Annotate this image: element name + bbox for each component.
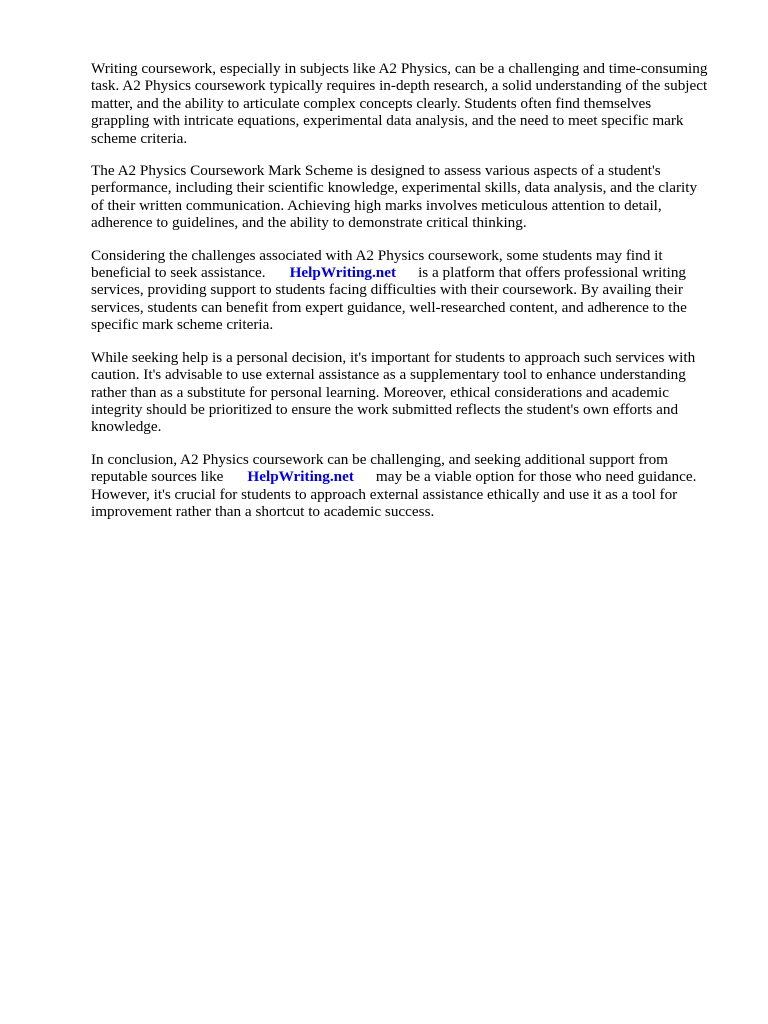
text-line: performance, including their scientific knowledge, experimental skills, data analysis, and the clarity (91, 179, 698, 197)
text-line: Writing coursework, especially in subjects like A2 Physics, can be a challenging and time-consuming (91, 60, 708, 77)
helpwriting-link[interactable]: HelpWriting.net (289, 264, 397, 282)
text-line: improvement rather than a shortcut to academic success. (91, 502, 435, 520)
text-line: specific mark scheme criteria. (91, 316, 274, 334)
text-line: knowledge. (91, 418, 162, 436)
text-line: However, it's crucial for students to approach external assistance ethically and use it as a tool for (91, 485, 678, 503)
text-line: rather than as a substitute for personal learning. Moreover, ethical considerations and academic (91, 383, 669, 401)
helpwriting-link[interactable]: HelpWriting.net (247, 468, 354, 486)
text-line: adherence to guidelines, and the ability to demonstrate critical thinking. (91, 214, 527, 232)
text-fragment: beneficial to seek assistance. (91, 264, 266, 282)
text-line: Considering the challenges associated with A2 Physics coursework, some students may find it (91, 246, 663, 264)
text-fragment: may be a viable option for those who need guidance. (375, 468, 697, 486)
paragraph-assistance (91, 247, 731, 334)
text-line: While seeking help is a personal decision, it's important for students to approach such services with (91, 348, 696, 366)
text-line: integrity should be prioritized to ensure the work submitted reflects the student's own efforts and (91, 400, 679, 418)
paragraph-intro (91, 60, 731, 147)
text-line: of their written communication. Achieving high marks involves meticulous attention to detail, (91, 196, 662, 214)
paragraph-caution (91, 349, 731, 436)
text-line: services, students can benefit from expert guidance, well-researched content, and adherence to the (91, 298, 687, 316)
document-page (91, 60, 731, 535)
text-line-with-link (91, 264, 731, 281)
text-line: services, providing support to students facing difficulties with their coursework. By availing their (91, 281, 683, 299)
text-line: grappling with intricate equations, experimental data analysis, and the need to meet specific mark (91, 112, 684, 130)
paragraph-mark-scheme (91, 162, 731, 232)
text-line-with-link (91, 468, 731, 485)
text-line: scheme criteria. (91, 129, 188, 147)
text-line: matter, and the ability to articulate complex concepts clearly. Students often find themselves (91, 94, 652, 112)
text-line: The A2 Physics Coursework Mark Scheme is designed to assess various aspects of a student's (91, 162, 661, 180)
paragraph-conclusion (91, 451, 731, 521)
text-line: In conclusion, A2 Physics coursework can be challenging, and seeking additional support from (91, 450, 668, 468)
text-line: caution. It's advisable to use external assistance as a supplementary tool to enhance understanding (91, 366, 686, 384)
text-fragment: reputable sources like (91, 468, 224, 486)
text-fragment: is a platform that offers professional writing (418, 264, 687, 282)
text-line: task. A2 Physics coursework typically requires in-depth research, a solid understanding of the subject (91, 77, 708, 95)
